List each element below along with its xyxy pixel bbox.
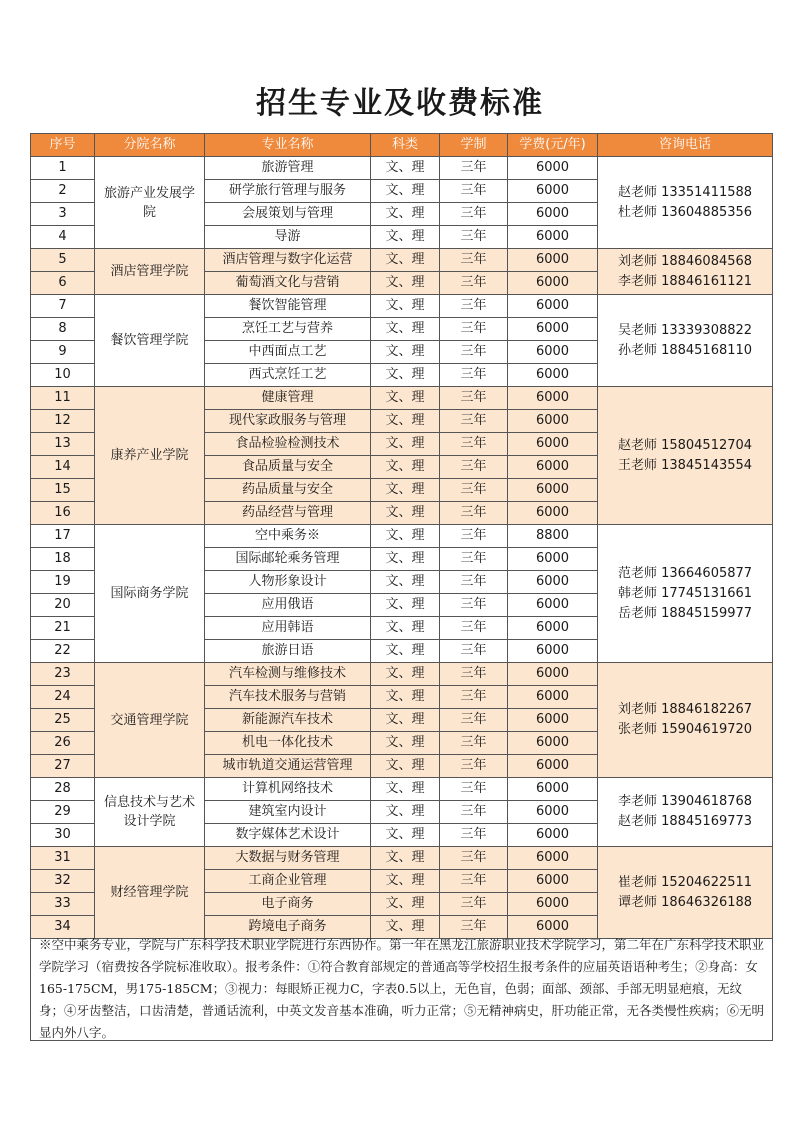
- category: 文、理: [371, 916, 440, 939]
- contact-cell: [598, 295, 773, 387]
- category: 文、理: [371, 847, 440, 870]
- row-index: 34: [31, 916, 95, 939]
- header-major: 专业名称: [205, 134, 371, 157]
- contact-phone: 李老师 18846161121: [617, 273, 753, 289]
- major-name: 汽车技术服务与营销: [205, 686, 371, 709]
- row-index: 9: [31, 341, 95, 364]
- contact-phone: 赵老师 18845169773: [617, 814, 753, 829]
- contact-cell: [598, 778, 773, 847]
- header-duration: 学制: [440, 134, 508, 157]
- contact-phone: 范老师 13664605877: [617, 565, 753, 581]
- category: 文、理: [371, 594, 440, 617]
- row-index: 33: [31, 893, 95, 916]
- tuition-fee: 6000: [508, 594, 598, 617]
- contact-phone: 刘老师 18846182267: [617, 702, 753, 717]
- duration: 三年: [440, 433, 508, 456]
- tuition-fee: 6000: [508, 272, 598, 295]
- major-name: 会展策划与管理: [205, 203, 371, 226]
- tuition-fee: 8800: [508, 525, 598, 548]
- duration: 三年: [440, 594, 508, 617]
- category: 文、理: [371, 893, 440, 916]
- major-name: 酒店管理与数字化运营: [205, 249, 371, 272]
- contact-phone: 李老师 13904618768: [617, 794, 753, 809]
- duration: 三年: [440, 663, 508, 686]
- tuition-fee: 6000: [508, 410, 598, 433]
- row-index: 7: [31, 295, 95, 318]
- tuition-fee: 6000: [508, 157, 598, 180]
- duration: 三年: [440, 732, 508, 755]
- major-name: 旅游日语: [205, 640, 371, 663]
- category: 文、理: [371, 157, 440, 180]
- duration: 三年: [440, 410, 508, 433]
- major-name: 空中乘务※: [205, 525, 371, 548]
- major-name: 应用俄语: [205, 594, 371, 617]
- contact-phone: 孙老师 18845168110: [617, 342, 753, 358]
- duration: 三年: [440, 686, 508, 709]
- row-index: 3: [31, 203, 95, 226]
- duration: 三年: [440, 479, 508, 502]
- table-row: [31, 157, 773, 180]
- duration: 三年: [440, 525, 508, 548]
- category: 文、理: [371, 801, 440, 824]
- duration: 三年: [440, 364, 508, 387]
- college-name: 酒店管理学院: [95, 249, 205, 295]
- tuition-fee: 6000: [508, 249, 598, 272]
- contact-phone: 王老师 13845143554: [617, 457, 753, 473]
- contact-phone: 张老师 15904619720: [617, 722, 753, 737]
- tuition-fee: 6000: [508, 755, 598, 778]
- duration: 三年: [440, 272, 508, 295]
- tuition-fee: 6000: [508, 732, 598, 755]
- row-index: 15: [31, 479, 95, 502]
- tuition-fee: 6000: [508, 709, 598, 732]
- tuition-fee: 6000: [508, 663, 598, 686]
- tuition-fee: 6000: [508, 847, 598, 870]
- tuition-fee: 6000: [508, 617, 598, 640]
- row-index: 16: [31, 502, 95, 525]
- header-category: 科类: [371, 134, 440, 157]
- row-index: 20: [31, 594, 95, 617]
- tuition-fee: 6000: [508, 571, 598, 594]
- duration: 三年: [440, 318, 508, 341]
- contact-phone: 赵老师 13351411588: [617, 184, 753, 200]
- category: 文、理: [371, 295, 440, 318]
- table-header-row: [31, 134, 773, 157]
- tuition-fee: 6000: [508, 364, 598, 387]
- contact-phone: 刘老师 18846084568: [617, 253, 753, 269]
- duration: 三年: [440, 870, 508, 893]
- category: 文、理: [371, 479, 440, 502]
- duration: 三年: [440, 617, 508, 640]
- row-index: 29: [31, 801, 95, 824]
- duration: 三年: [440, 847, 508, 870]
- table-row: [31, 847, 773, 870]
- row-index: 18: [31, 548, 95, 571]
- major-name: 电子商务: [205, 893, 371, 916]
- table-row: [31, 663, 773, 686]
- contact-phone: 杜老师 13604885356: [617, 204, 753, 220]
- category: 文、理: [371, 456, 440, 479]
- row-index: 22: [31, 640, 95, 663]
- college-name: 财经管理学院: [95, 847, 205, 939]
- row-index: 27: [31, 755, 95, 778]
- major-name: 现代家政服务与管理: [205, 410, 371, 433]
- contact-phone: 吴老师 13339308822: [617, 322, 753, 338]
- tuition-fee: 6000: [508, 180, 598, 203]
- college-name: 餐饮管理学院: [95, 295, 205, 387]
- college-name: 信息技术与艺术设计学院: [95, 778, 205, 847]
- duration: 三年: [440, 502, 508, 525]
- category: 文、理: [371, 318, 440, 341]
- header-contact: 咨询电话: [598, 134, 773, 157]
- category: 文、理: [371, 755, 440, 778]
- fee-table-container: [30, 133, 772, 939]
- major-name: 人物形象设计: [205, 571, 371, 594]
- major-name: 食品质量与安全: [205, 456, 371, 479]
- duration: 三年: [440, 249, 508, 272]
- row-index: 10: [31, 364, 95, 387]
- category: 文、理: [371, 249, 440, 272]
- tuition-fee: 6000: [508, 870, 598, 893]
- admission-note: ※空中乘务专业，学院与广东科学技术职业学院进行东西协作。第一年在黑龙江旅游职业技术学院学习，第二年在广东科学技术职业学院学习（宿费按各学院标准收取）。报考条件：①符合教育部规定的普通高等学校招生报考条件的应届英语语种考生；②身高：女165-175CM，男175-185CM；③视力：每眼矫正视力C，字表0.5以上，无色盲，色弱；面部、颈部、手部无明显疤痕，无纹身；④牙齿整洁，口齿清楚，普通话流利，中英文发音基本准确，听力正常；⑤无精神病史，肝功能正常，无各类慢性疾病；⑥无明显内外八字。: [30, 930, 773, 1041]
- row-index: 11: [31, 387, 95, 410]
- tuition-fee: 6000: [508, 479, 598, 502]
- table-body: [31, 157, 773, 939]
- duration: 三年: [440, 157, 508, 180]
- tuition-fee: 6000: [508, 341, 598, 364]
- major-name: 健康管理: [205, 387, 371, 410]
- row-index: 5: [31, 249, 95, 272]
- row-index: 21: [31, 617, 95, 640]
- category: 文、理: [371, 525, 440, 548]
- tuition-fee: 6000: [508, 801, 598, 824]
- row-index: 23: [31, 663, 95, 686]
- contact-cell: [598, 387, 773, 525]
- category: 文、理: [371, 180, 440, 203]
- duration: 三年: [440, 893, 508, 916]
- category: 文、理: [371, 364, 440, 387]
- major-name: 葡萄酒文化与营销: [205, 272, 371, 295]
- category: 文、理: [371, 663, 440, 686]
- row-index: 13: [31, 433, 95, 456]
- major-name: 国际邮轮乘务管理: [205, 548, 371, 571]
- duration: 三年: [440, 916, 508, 939]
- row-index: 32: [31, 870, 95, 893]
- category: 文、理: [371, 433, 440, 456]
- major-name: 烹饪工艺与营养: [205, 318, 371, 341]
- row-index: 17: [31, 525, 95, 548]
- duration: 三年: [440, 709, 508, 732]
- row-index: 26: [31, 732, 95, 755]
- duration: 三年: [440, 203, 508, 226]
- duration: 三年: [440, 755, 508, 778]
- major-name: 中西面点工艺: [205, 341, 371, 364]
- duration: 三年: [440, 456, 508, 479]
- duration: 三年: [440, 295, 508, 318]
- duration: 三年: [440, 341, 508, 364]
- college-name: 交通管理学院: [95, 663, 205, 778]
- row-index: 8: [31, 318, 95, 341]
- tuition-fee: 6000: [508, 203, 598, 226]
- tuition-fee: 6000: [508, 226, 598, 249]
- table-row: [31, 778, 773, 801]
- major-name: 大数据与财务管理: [205, 847, 371, 870]
- duration: 三年: [440, 180, 508, 203]
- major-name: 研学旅行管理与服务: [205, 180, 371, 203]
- major-name: 跨境电子商务: [205, 916, 371, 939]
- row-index: 1: [31, 157, 95, 180]
- contact-phone: 崔老师 15204622511: [617, 874, 753, 890]
- header-index: 序号: [31, 134, 95, 157]
- major-name: 导游: [205, 226, 371, 249]
- contact-cell: [598, 525, 773, 663]
- tuition-fee: 6000: [508, 318, 598, 341]
- contact-cell: [598, 157, 773, 249]
- contact-phone: 岳老师 18845159977: [617, 605, 753, 621]
- college-name: 国际商务学院: [95, 525, 205, 663]
- contact-phone: 韩老师 17745131661: [617, 585, 753, 601]
- row-index: 6: [31, 272, 95, 295]
- category: 文、理: [371, 870, 440, 893]
- tuition-fee: 6000: [508, 893, 598, 916]
- tuition-fee: 6000: [508, 433, 598, 456]
- major-name: 计算机网络技术: [205, 778, 371, 801]
- major-name: 汽车检测与维修技术: [205, 663, 371, 686]
- category: 文、理: [371, 410, 440, 433]
- category: 文、理: [371, 824, 440, 847]
- college-name: 旅游产业发展学院: [95, 157, 205, 249]
- page-title: 招生专业及收费标准: [256, 86, 544, 121]
- category: 文、理: [371, 640, 440, 663]
- tuition-fee: 6000: [508, 778, 598, 801]
- tuition-fee: 6000: [508, 640, 598, 663]
- row-index: 12: [31, 410, 95, 433]
- category: 文、理: [371, 226, 440, 249]
- row-index: 25: [31, 709, 95, 732]
- tuition-fee: 6000: [508, 295, 598, 318]
- major-name: 食品检验检测技术: [205, 433, 371, 456]
- category: 文、理: [371, 387, 440, 410]
- table-row: [31, 295, 773, 318]
- tuition-fee: 6000: [508, 502, 598, 525]
- duration: 三年: [440, 571, 508, 594]
- duration: 三年: [440, 548, 508, 571]
- fee-table: [30, 133, 773, 939]
- category: 文、理: [371, 341, 440, 364]
- major-name: 城市轨道交通运营管理: [205, 755, 371, 778]
- major-name: 建筑室内设计: [205, 801, 371, 824]
- duration: 三年: [440, 778, 508, 801]
- major-name: 旅游管理: [205, 157, 371, 180]
- category: 文、理: [371, 778, 440, 801]
- major-name: 药品经营与管理: [205, 502, 371, 525]
- major-name: 西式烹饪工艺: [205, 364, 371, 387]
- category: 文、理: [371, 203, 440, 226]
- duration: 三年: [440, 801, 508, 824]
- duration: 三年: [440, 387, 508, 410]
- major-name: 机电一体化技术: [205, 732, 371, 755]
- row-index: 2: [31, 180, 95, 203]
- table-row: [31, 387, 773, 410]
- table-row: [31, 525, 773, 548]
- duration: 三年: [440, 824, 508, 847]
- major-name: 工商企业管理: [205, 870, 371, 893]
- category: 文、理: [371, 502, 440, 525]
- major-name: 餐饮智能管理: [205, 295, 371, 318]
- category: 文、理: [371, 686, 440, 709]
- category: 文、理: [371, 732, 440, 755]
- major-name: 新能源汽车技术: [205, 709, 371, 732]
- contact-phone: 赵老师 15804512704: [617, 437, 753, 453]
- tuition-fee: 6000: [508, 824, 598, 847]
- header-college: 分院名称: [95, 134, 205, 157]
- row-index: 31: [31, 847, 95, 870]
- college-name: 康养产业学院: [95, 387, 205, 525]
- category: 文、理: [371, 617, 440, 640]
- tuition-fee: 6000: [508, 387, 598, 410]
- row-index: 30: [31, 824, 95, 847]
- major-name: 应用韩语: [205, 617, 371, 640]
- category: 文、理: [371, 709, 440, 732]
- duration: 三年: [440, 226, 508, 249]
- tuition-fee: 6000: [508, 916, 598, 939]
- category: 文、理: [371, 272, 440, 295]
- tuition-fee: 6000: [508, 456, 598, 479]
- major-name: 数字媒体艺术设计: [205, 824, 371, 847]
- row-index: 28: [31, 778, 95, 801]
- major-name: 药品质量与安全: [205, 479, 371, 502]
- category: 文、理: [371, 571, 440, 594]
- table-row: [31, 249, 773, 272]
- contact-cell: [598, 249, 773, 295]
- tuition-fee: 6000: [508, 548, 598, 571]
- row-index: 14: [31, 456, 95, 479]
- row-index: 4: [31, 226, 95, 249]
- contact-cell: [598, 847, 773, 939]
- row-index: 19: [31, 571, 95, 594]
- tuition-fee: 6000: [508, 686, 598, 709]
- category: 文、理: [371, 548, 440, 571]
- header-fee: 学费(元/年): [508, 134, 598, 157]
- row-index: 24: [31, 686, 95, 709]
- contact-cell: [598, 663, 773, 778]
- duration: 三年: [440, 640, 508, 663]
- contact-phone: 谭老师 18646326188: [617, 894, 753, 910]
